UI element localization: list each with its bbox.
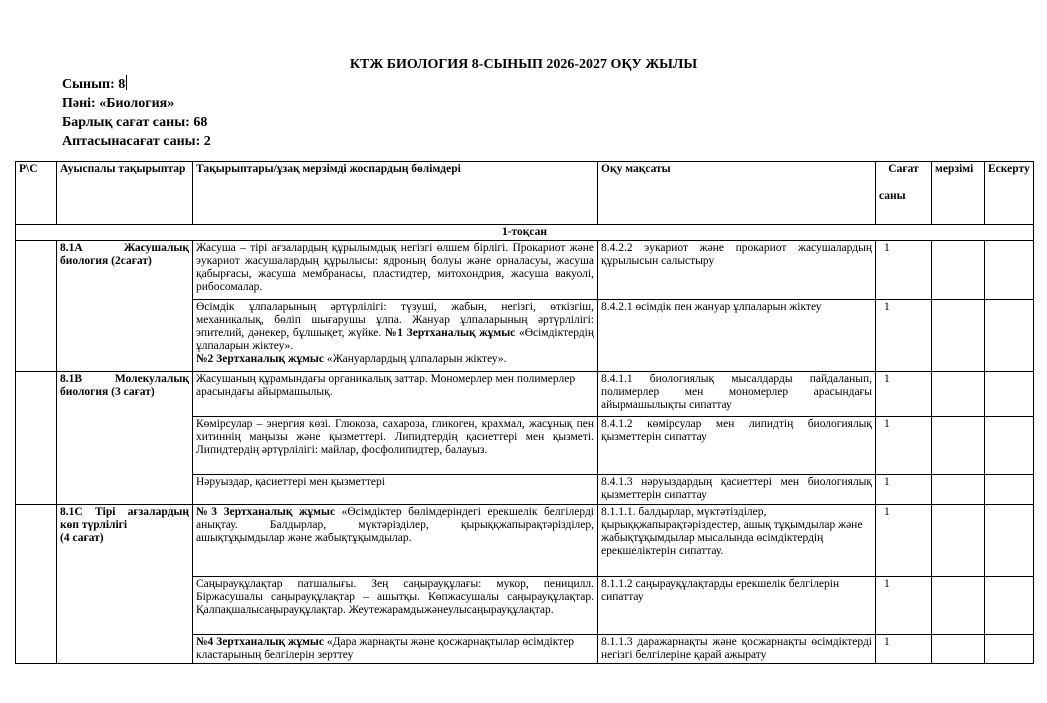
goal-cell: 8.1.1.2 саңырауқұлақтарды ерекшелік белгілерін сипаттау — [598, 577, 876, 635]
hours-cell: 1 — [876, 300, 932, 372]
lab-label: №1 Зертханалық жұмыс — [384, 327, 516, 339]
header-num: Р\С — [16, 162, 57, 225]
section-cell: Нәруыздар, қасиеттері мен қызметтері — [193, 475, 598, 505]
document-meta — [62, 75, 211, 151]
note-cell — [985, 372, 1034, 417]
goal-cell: 8.4.1.3 нәруыздардың қасиеттері мен биологиялық қызметтерін сипаттау — [598, 475, 876, 505]
header-note: Ескерту — [985, 162, 1034, 225]
lab-text: «Өсімдіктердің ұлпаларын жіктеу». — [196, 327, 594, 352]
date-cell — [932, 505, 985, 577]
cell-num — [16, 241, 57, 372]
section-text: Өсімдік ұлпаларының әртүрлілігі: түзуші, жабын, негізгі, өткізгіш, механикалық, бөліп шығарушы ұлпа. Жануар ұлпаларының әртүрлілігі: эпителий, дәнекер, бұлшықет, жүйке. — [196, 301, 594, 339]
hours-cell: 1 — [876, 475, 932, 505]
note-cell — [985, 505, 1034, 577]
lab-label: №4 Зертханалық жұмыс — [196, 636, 325, 648]
section-cell: Жасуша – тірі ағзалардың құрылымдық негізгі өлшем бірлігі. Прокариот және эукариот жасушалардың құрылысы: ядроның болуы және орналасуы, жасуша қабырғасы, жасуша мембранасы, пластидтер, митохондрия, жасуша вакуолі, рибосомалар. — [193, 241, 598, 300]
lab-text: «Дара жарнақты және қосжарнақтылар өсімдіктер кластарының белгілерін зерттеу — [196, 636, 575, 661]
hours-cell: 1 — [876, 577, 932, 635]
header-goal: Оқу мақсаты — [598, 162, 876, 225]
note-cell — [985, 300, 1034, 372]
date-cell — [932, 417, 985, 475]
section-cell: Саңырауқұлақтар патшалығы. Зең саңырауқұлағы: мукор, пеницилл. Біржасушалы саңырауқұлақтар – ашытқы. Көпжасушалы саңырауқұлақтар. Қалпақшалысаңырауқұлақтар. Жеутежарамдыжәнеулысаңырауқұлақтар. — [193, 577, 598, 635]
section-cell: Көмірсулар – энергия көзі. Глюкоза, сахароза, гликоген, крахмал, жасұнық пен хитиннің маңызы және қызметтері. Липидтердің қасиеттері мен қызметі. Липидтердің әртүрлілігі: майлар, фосфолипидтер, балауыз. — [193, 417, 598, 475]
hours-cell: 1 — [876, 417, 932, 475]
note-cell — [985, 475, 1034, 505]
hours-cell: 1 — [876, 241, 932, 300]
section-cell — [193, 505, 598, 577]
cell-num — [16, 372, 57, 505]
lab-text: «Жануарлардың ұлпаларын жіктеу». — [324, 353, 507, 365]
goal-cell: 8.1.1.1. балдырлар, мүктәтізділер, қырыққжапырақтәріздестер, ашық тұқымдылар және жабықтұқымдылар мысалында өсімдіктердің ерекшеліктерін сипаттау. — [598, 505, 876, 577]
table-row — [16, 372, 1034, 417]
date-cell — [932, 300, 985, 372]
goal-cell: 8.4.2.2 эукариот және прокариот жасушалардың құрылысын салыстыру — [598, 241, 876, 300]
quarter-row — [16, 225, 1034, 241]
plan-table — [15, 161, 1034, 664]
meta-total-hours: Барлық сағат саны: 68 — [62, 115, 208, 130]
topic-hours: (4 сағат) — [60, 532, 104, 544]
section-cell — [193, 300, 598, 372]
date-cell — [932, 475, 985, 505]
note-cell — [985, 577, 1034, 635]
lab-label: №2 Зертханалық жұмыс — [196, 353, 325, 365]
topic-title: 8.1C Тірі ағзалардың көп түрлілігі — [60, 506, 189, 531]
goal-cell: 8.4.2.1 өсімдік пен жануар ұлпаларын жіктеу — [598, 300, 876, 372]
topic-cell-2: 8.1B Молекулалық биология (3 сағат) — [57, 372, 193, 505]
note-cell — [985, 417, 1034, 475]
date-cell — [932, 577, 985, 635]
cell-num — [16, 505, 57, 664]
meta-weekly-hours: Аптасынасағат саны: 2 — [62, 134, 211, 149]
goal-cell: 8.1.1.3 даражарнақты және қосжарнақты өсімдіктерді негізгі белгілеріне қарай ажырату — [598, 635, 876, 664]
topic-cell-3 — [57, 505, 193, 664]
header-hours-line2: саны — [879, 190, 906, 202]
header-topic: Ауыспалы тақырыптар — [57, 162, 193, 225]
table-row — [16, 241, 1034, 300]
topic-cell-1: 8.1A Жасушалық биология (2сағат) — [57, 241, 193, 372]
date-cell — [932, 241, 985, 300]
goal-cell: 8.4.1.2 көмірсулар мен липидтің биологиялық қызметтерін сипаттау — [598, 417, 876, 475]
date-cell — [932, 635, 985, 664]
note-cell — [985, 241, 1034, 300]
table-row — [16, 505, 1034, 577]
meta-subject: Пәні: «Биология» — [62, 96, 175, 111]
goal-cell: 8.4.1.1 биологиялық мысалдарды пайдаланып, полимерлер мен мономерлер арасындағы айырмашылықты сипаттау — [598, 372, 876, 417]
quarter-label: 1-тоқсан — [16, 225, 1034, 241]
header-hours-line1: Сағат — [888, 163, 919, 175]
header-hours — [876, 162, 932, 225]
date-cell — [932, 372, 985, 417]
hours-cell: 1 — [876, 372, 932, 417]
section-cell — [193, 635, 598, 664]
header-date: мерзімі — [932, 162, 985, 225]
lab-text: «Өсімдіктер бөлімдеріндегі ерекшелік белгілерді анықтау. Балдырлар, мүктәрізділер, қырыққжапырақтәрізділер, ашықтұқымдылар және жабықтұқымдылар. — [196, 506, 594, 544]
meta-class: Сынып: 8 — [62, 77, 126, 92]
section-cell: Жасушаның құрамындағы органикалық заттар. Мономерлер мен полимерлер арасындағы айырмашылық. — [193, 372, 598, 417]
hours-cell: 1 — [876, 635, 932, 664]
table-header-row — [16, 162, 1034, 225]
note-cell — [985, 635, 1034, 664]
lab-label: №3 Зертханалық жұмыс — [196, 506, 336, 518]
hours-cell: 1 — [876, 505, 932, 577]
document-title: КТЖ БИОЛОГИЯ 8-СЫНЫП 2026-2027 ОҚУ ЖЫЛЫ — [349, 57, 698, 72]
text-cursor — [126, 75, 127, 90]
header-section: Тақырыптары/ұзақ мерзімді жоспардың бөлімдері — [193, 162, 598, 225]
